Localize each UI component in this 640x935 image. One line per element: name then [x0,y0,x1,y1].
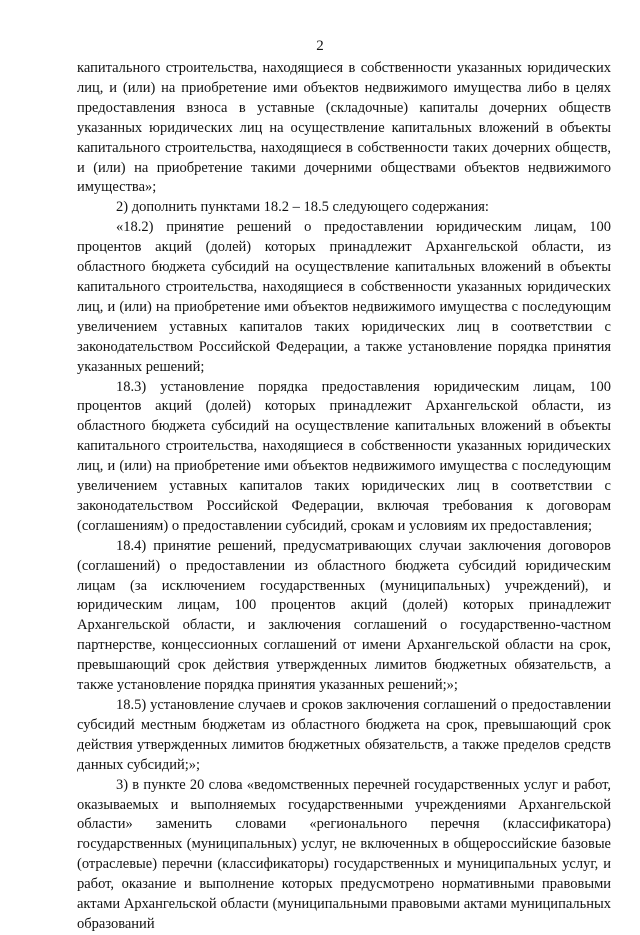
paragraph-item-18-4: 18.4) принятие решений, предусматривающих случаи заключения договоров (соглашений) о предоставлении из областного бюджета субсидий юридическим лицам (за исключением государственных (муниципальных) учреждений), и юридическим лицам, 100 процентов акций (долей) которых принадлежит Архангельской области, и заключения соглашений о государственно-частном партнерстве, концессионных соглашений от имени Архангельской области на срок, превышающий срок действия утвержденных лимитов бюджетных обязательств, а также установление порядка принятия указанных решений;»; [77,537,611,694]
paragraph-item-18-2: «18.2) принятие решений о предоставлении юридическим лицам, 100 процентов акций (долей) которых принадлежит Архангельской области, из областного бюджета субсидий на осуществление капитальных вложений в объекты капитального строительства, находящиеся в собственности указанных юридических лиц, и (или) на приобретение ими объектов недвижимого имущества с последующим увеличением уставных капиталов таких юридических лиц в соответствии с законодательством Российской Федерации, а также установление порядка принятия указанных решений; [77,219,611,375]
paragraph-item-18-3: 18.3) установление порядка предоставления юридическим лицам, 100 процентов акций (долей) которых принадлежит Архангельской области, из областного бюджета субсидий на осуществление капитальных вложений в объекты капитального строительства, находящиеся в собственности указанных юридических лиц, и (или) на приобретение ими объектов недвижимого имущества с последующим увеличением уставных капиталов таких юридических лиц в соответствии с законодательством Российской Федерации, включая требования к договорам (соглашениям) о предоставлении субсидий, срокам и условиям их предоставления; [77,378,611,534]
page-number: 2 [316,38,324,54]
paragraph-item-2: 2) дополнить пунктами 18.2 – 18.5 следующего содержания: [116,199,489,216]
paragraph-item-18-5: 18.5) установление случаев и сроков заключения соглашений о предоставлении субсидий местным бюджетам из областного бюджета на срок, превышающий срок действия утвержденных лимитов бюджетных обязательств, а также пределов средств данных субсидий;»; [77,697,611,773]
paragraph-item-3: 3) в пункте 20 слова «ведомственных перечней государственных услуг и работ, оказываемых и выполняемых государственными учреждениями Архангельской области» заменить словами «регионального перечня (классификатора) государственных (муниципальных) услуг, не включенных в общероссийские базовые (отраслевые) перечни (классификаторы) государственных и муниципальных услуг, и работ, оказание и выполнение которых предусмотрено нормативными правовыми актами Архангельской области (муниципальными правовыми актами муниципальных образований [77,776,611,932]
paragraph-continuation: капитального строительства, находящиеся в собственности указанных юридических лиц, и (или) на приобретение ими объектов недвижимого имущества либо в целях предоставления взноса в уставные (складочные) капиталы дочерних обществ указанных юридических лиц на осуществление капитальных вложений в объекты капитального строительства, находящиеся в собственности таких дочерних обществ, и (или) на приобретение такими дочерними обществами объектов недвижимого имущества»; [77,60,611,196]
body-text [77,59,611,935]
